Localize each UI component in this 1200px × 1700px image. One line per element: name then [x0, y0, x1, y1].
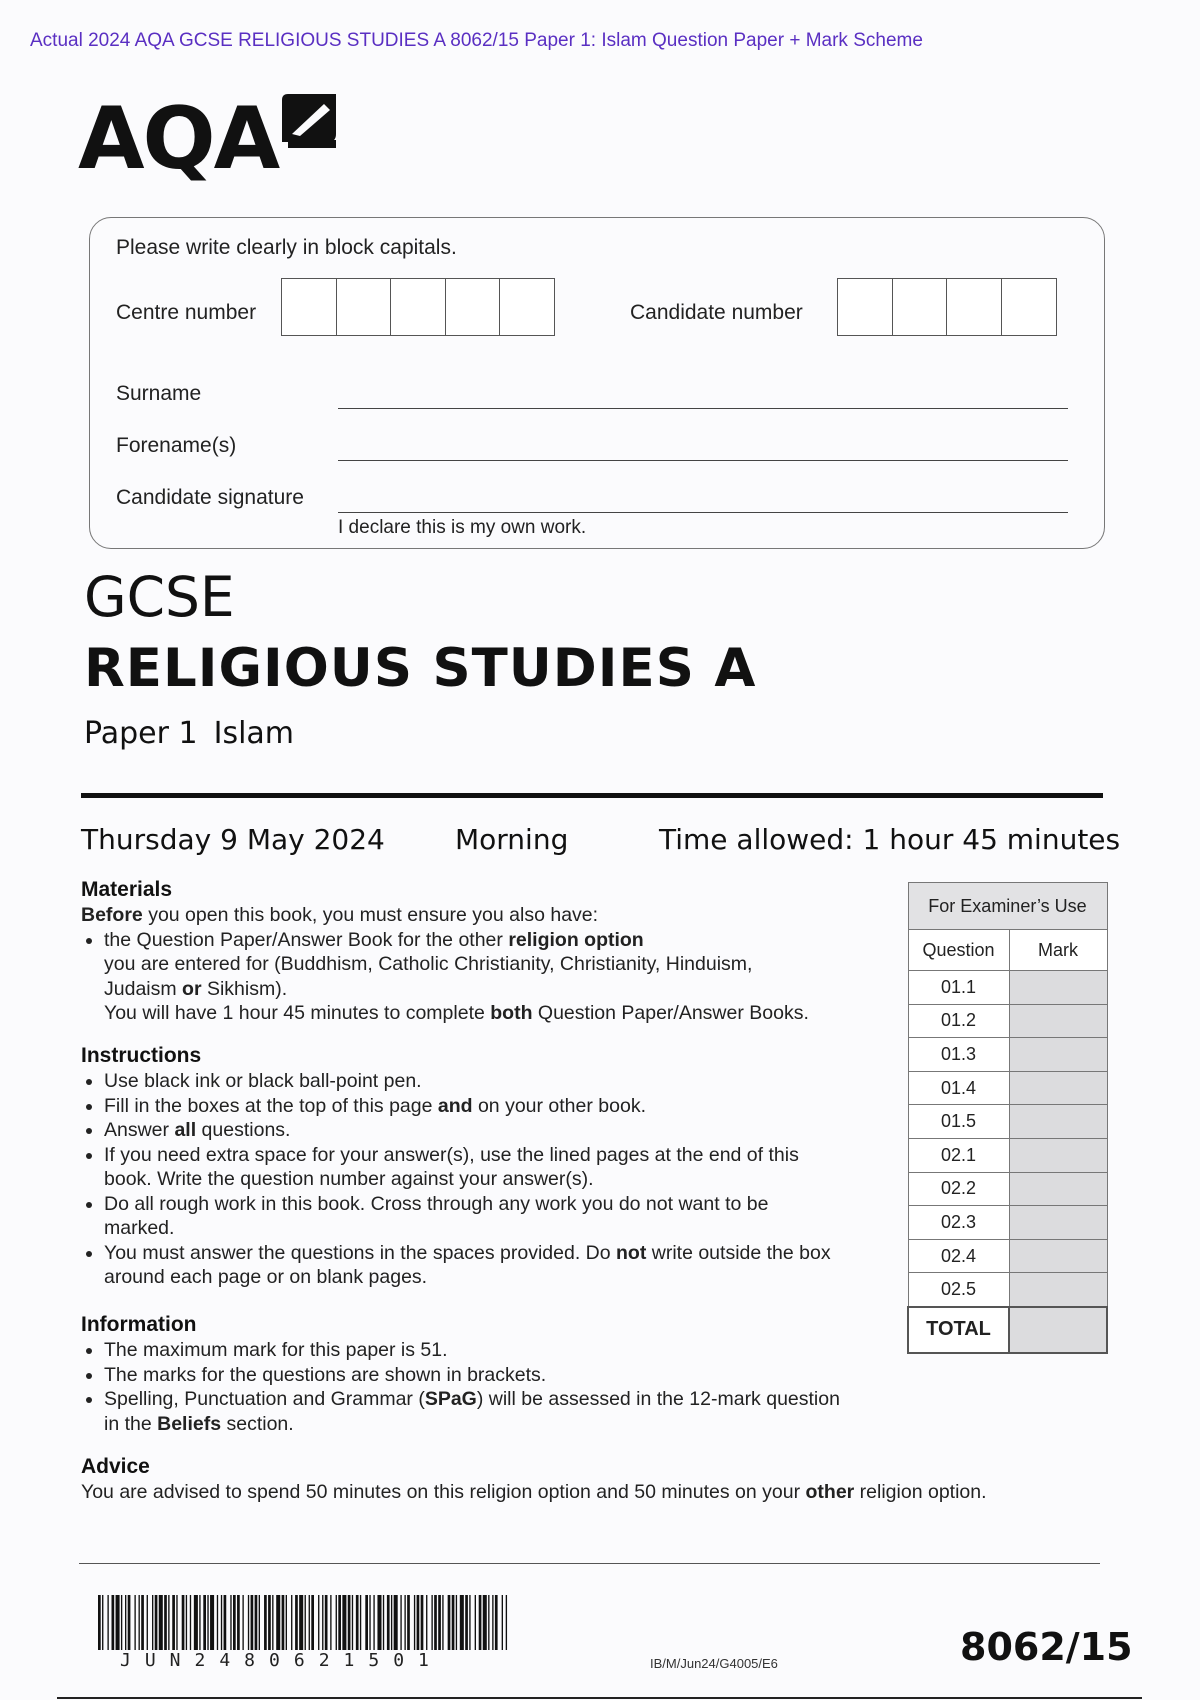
barcode-bar [506, 1595, 507, 1650]
candidate-digit-box[interactable] [1001, 278, 1057, 336]
mark-cell[interactable] [1009, 1138, 1107, 1172]
mark-cell[interactable] [1009, 1038, 1107, 1072]
table-row [908, 1273, 1107, 1307]
barcode-bar [139, 1595, 140, 1650]
barcode-bar [325, 1595, 328, 1650]
barcode-bar [426, 1595, 427, 1650]
barcode-bar [259, 1595, 260, 1650]
candidate-details-box [89, 217, 1105, 549]
reference-code: IB/M/Jun24/G4005/E6 [650, 1656, 778, 1671]
examiner-use-table [907, 882, 1108, 1354]
barcode-bar [404, 1595, 405, 1650]
barcode-bar [242, 1595, 243, 1650]
barcode-bar [483, 1595, 487, 1650]
barcode-bar [356, 1595, 359, 1650]
materials-intro: Before you open this book, you must ensure you also have: [81, 904, 599, 926]
barcode [98, 1595, 508, 1650]
list-item: • The marks for the questions are shown in brackets. [104, 1363, 901, 1388]
paper-title [84, 716, 294, 751]
barcode-bar [233, 1595, 236, 1650]
barcode-bar [152, 1595, 153, 1650]
table-row [908, 1172, 1107, 1206]
paper-option: Islam [213, 716, 295, 751]
aqa-logo [78, 89, 348, 189]
mark-cell[interactable] [1009, 1239, 1107, 1273]
list-item: • Use black ink or black ball-point pen. [104, 1069, 881, 1094]
list-item: • Answer all questions. [104, 1118, 881, 1143]
materials-section [81, 877, 901, 1026]
list-item: • The maximum mark for this paper is 51. [104, 1338, 901, 1363]
logo-text: AQA [78, 89, 279, 189]
barcode-bar [168, 1595, 169, 1650]
barcode-bar [282, 1595, 285, 1650]
barcode-bar [438, 1595, 441, 1650]
barcode-bar [237, 1595, 240, 1650]
barcode-bar [210, 1595, 214, 1650]
barcode-bar [112, 1595, 115, 1650]
barcode-bar [338, 1595, 341, 1650]
paper-code: 8062/15 [960, 1625, 1133, 1669]
barcode-bar [291, 1595, 292, 1650]
table-row [908, 1206, 1107, 1240]
barcode-bar [387, 1595, 390, 1650]
barcode-bar [407, 1595, 410, 1650]
barcode-bar [207, 1595, 208, 1650]
list-item: • Do all rough work in this book. Cross through any work you do not want to be marked. [104, 1192, 824, 1241]
mark-column-header: Mark [1009, 930, 1107, 971]
exam-date: Thursday 9 May 2024 [81, 823, 385, 856]
barcode-bar [336, 1595, 337, 1650]
barcode-bar [475, 1595, 476, 1650]
question-cell: 01.5 [908, 1105, 1009, 1139]
question-cell: 02.4 [908, 1239, 1009, 1273]
centre-number-boxes[interactable] [281, 278, 554, 336]
candidate-number-label: Candidate number [630, 301, 803, 324]
barcode-bar [155, 1595, 158, 1650]
barcode-bar [224, 1595, 227, 1650]
barcode-bar [434, 1595, 437, 1650]
barcode-bar [465, 1595, 468, 1650]
barcode-bar [199, 1595, 200, 1650]
barcode-bar [400, 1595, 401, 1650]
barcode-bar [309, 1595, 310, 1650]
divider [81, 793, 1103, 798]
table-row [908, 1038, 1107, 1072]
question-cell: 02.1 [908, 1138, 1009, 1172]
document-title-link[interactable]: Actual 2024 AQA GCSE RELIGIOUS STUDIES A 8062/15 Paper 1: Islam Question Paper + Mark Scheme [30, 30, 923, 51]
list-item: • Spelling, Punctuation and Grammar (SPaG) will be assessed in the 12-mark question in the Beliefs section. [104, 1387, 844, 1436]
candidate-digit-box[interactable] [946, 278, 1002, 336]
centre-digit-box[interactable] [336, 278, 392, 336]
materials-heading: Materials [81, 878, 173, 901]
question-cell: 02.2 [908, 1172, 1009, 1206]
surname-field[interactable] [338, 408, 1068, 409]
barcode-bar [342, 1595, 346, 1650]
question-cell: 01.1 [908, 971, 1009, 1005]
barcode-bar [134, 1595, 135, 1650]
barcode-bar [172, 1595, 175, 1650]
barcode-bar [502, 1595, 503, 1650]
mark-cell[interactable] [1009, 1273, 1107, 1307]
table-row [908, 1138, 1107, 1172]
question-cell: 01.3 [908, 1038, 1009, 1072]
question-cell: 01.4 [908, 1071, 1009, 1105]
table-row [908, 1004, 1107, 1038]
mark-cell[interactable] [1009, 1071, 1107, 1105]
list-item: • You must answer the questions in the spaces provided. Do not write outside the box around each page or on blank pages. [104, 1241, 864, 1290]
barcode-bar [147, 1595, 148, 1650]
barcode-bar [182, 1595, 185, 1650]
barcode-bar [394, 1595, 398, 1650]
barcode-bar [330, 1595, 331, 1650]
forenames-label: Forename(s) [116, 434, 237, 457]
barcode-bar [164, 1595, 167, 1650]
barcode-bar [318, 1595, 319, 1650]
barcode-bar [460, 1595, 464, 1650]
barcode-bar [128, 1595, 131, 1650]
question-cell: 02.5 [908, 1273, 1009, 1307]
barcode-bar [456, 1595, 457, 1650]
exam-session: Morning [455, 823, 569, 856]
candidate-digit-box[interactable] [837, 278, 893, 336]
barcode-bar [305, 1595, 306, 1650]
examiner-table-heading: For Examiner’s Use [908, 883, 1107, 930]
centre-digit-box[interactable] [445, 278, 501, 336]
table-row [908, 971, 1107, 1005]
barcode-bar [251, 1595, 254, 1650]
barcode-bar [107, 1595, 108, 1650]
mark-cell[interactable] [1009, 1206, 1107, 1240]
list-item: • the Question Paper/Answer Book for the other religion option you are entered for (Buddhism, Catholic Christianity, Christianity, Hinduism, Judaism or Sikhism). You will have 1 hour 45 minutes to complete both Question Paper/Answer Books. [104, 928, 901, 1026]
subject-title: RELIGIOUS STUDIES A [84, 638, 757, 699]
aqa-leaf-icon [278, 92, 340, 150]
barcode-bar [141, 1595, 144, 1650]
barcode-bar [365, 1595, 368, 1650]
barcode-bar [479, 1595, 482, 1650]
list-item: • If you need extra space for your answer(s), use the lined pages at the end of this book. Write the question number against your answer(s). [104, 1143, 824, 1192]
barcode-bar [414, 1595, 415, 1650]
barcode-bar [369, 1595, 370, 1650]
barcode-bar [352, 1595, 353, 1650]
question-column-header: Question [908, 930, 1009, 971]
mark-cell[interactable] [1009, 1172, 1107, 1206]
surname-label: Surname [116, 382, 202, 405]
table-row [908, 1071, 1107, 1105]
barcode-bar [203, 1595, 206, 1650]
centre-digit-box[interactable] [281, 278, 337, 336]
barcode-bar [121, 1595, 122, 1650]
mark-cell[interactable] [1009, 1004, 1107, 1038]
instructions-heading: Instructions [81, 1044, 202, 1067]
barcode-bar [360, 1595, 361, 1650]
barcode-bar [373, 1595, 374, 1650]
barcode-bar [377, 1595, 381, 1650]
barcode-bar [276, 1595, 280, 1650]
total-mark-cell[interactable] [1009, 1307, 1107, 1353]
total-label: TOTAL [908, 1307, 1009, 1353]
candidate-number-boxes[interactable] [837, 278, 1055, 336]
list-item: • Fill in the boxes at the top of this page and on your other book. [104, 1094, 881, 1119]
table-row [908, 1105, 1107, 1139]
barcode-text: JUN2480621501 [120, 1650, 443, 1671]
information-heading: Information [81, 1313, 197, 1336]
instructions-list [81, 1069, 881, 1290]
barcode-bar [421, 1595, 424, 1650]
time-allowed: Time allowed: 1 hour 45 minutes [659, 823, 1121, 856]
advice-heading: Advice [81, 1455, 150, 1478]
declaration-text: I declare this is my own work. [338, 517, 587, 538]
block-capitals-instruction: Please write clearly in block capitals. [116, 236, 457, 259]
candidate-digit-box[interactable] [892, 278, 948, 336]
barcode-bar [417, 1595, 420, 1650]
barcode-bar [448, 1595, 451, 1650]
centre-number-label: Centre number [116, 301, 257, 324]
barcode-bar [442, 1595, 443, 1650]
forenames-field[interactable] [338, 460, 1068, 461]
barcode-bar [194, 1595, 198, 1650]
barcode-bar [98, 1595, 101, 1650]
barcode-bar [348, 1595, 351, 1650]
barcode-bar [116, 1595, 120, 1650]
barcode-bar [255, 1595, 258, 1650]
centre-digit-box[interactable] [499, 278, 555, 336]
information-section [81, 1312, 901, 1436]
barcode-bar [431, 1595, 432, 1650]
barcode-bar [176, 1595, 177, 1650]
barcode-bar [488, 1595, 489, 1650]
barcode-bar [295, 1595, 298, 1650]
barcode-bar [268, 1595, 271, 1650]
barcode-bar [299, 1595, 303, 1650]
instructions-section [81, 1043, 881, 1290]
barcode-bar [322, 1595, 323, 1650]
divider [79, 1563, 1100, 1564]
advice-section [81, 1454, 1121, 1505]
advice-text: You are advised to spend 50 minutes on this religion option and 50 minutes on your other religion option. [81, 1481, 987, 1503]
barcode-bar [383, 1595, 384, 1650]
barcode-bar [159, 1595, 163, 1650]
barcode-bar [272, 1595, 273, 1650]
barcode-bar [186, 1595, 187, 1650]
barcode-bar [311, 1595, 314, 1650]
barcode-bar [264, 1595, 267, 1650]
barcode-bar [452, 1595, 455, 1650]
total-row [908, 1307, 1107, 1353]
barcode-bar [469, 1595, 470, 1650]
barcode-bar [102, 1595, 103, 1650]
question-cell: 01.2 [908, 1004, 1009, 1038]
barcode-bar [125, 1595, 126, 1650]
barcode-bar [190, 1595, 191, 1650]
mark-cell[interactable] [1009, 1105, 1107, 1139]
barcode-bar [248, 1595, 249, 1650]
divider [57, 1697, 1142, 1699]
table-row [908, 1239, 1107, 1273]
barcode-bar [492, 1595, 493, 1650]
barcode-bar [495, 1595, 498, 1650]
qualification-title: GCSE [84, 565, 235, 629]
paper-number: Paper 1 [84, 716, 198, 751]
materials-list [81, 928, 901, 1026]
information-list [81, 1338, 901, 1436]
barcode-bar [230, 1595, 231, 1650]
mark-cell[interactable] [1009, 971, 1107, 1005]
barcode-bar [217, 1595, 218, 1650]
signature-label: Candidate signature [116, 486, 304, 509]
barcode-bar [391, 1595, 392, 1650]
question-cell: 02.3 [908, 1206, 1009, 1240]
centre-digit-box[interactable] [390, 278, 446, 336]
signature-field[interactable] [338, 512, 1068, 513]
barcode-bar [221, 1595, 222, 1650]
barcode-bar [286, 1595, 287, 1650]
